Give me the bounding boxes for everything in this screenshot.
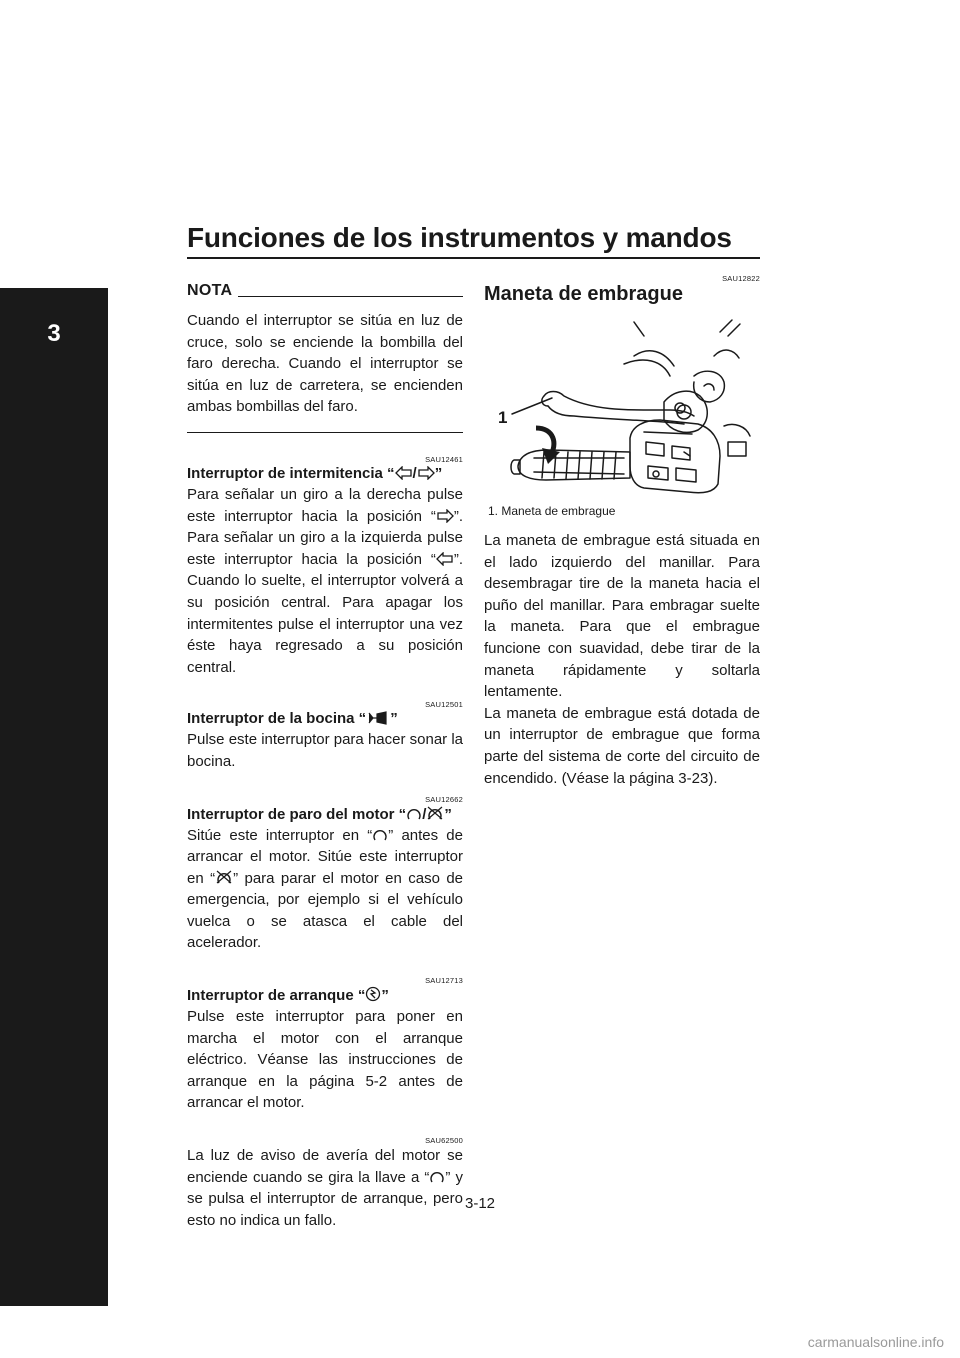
section-turn-signal (187, 455, 463, 678)
turn-right-arrow-icon (436, 509, 454, 523)
nota-label: NOTA (187, 282, 233, 299)
section-engine-stop (187, 795, 463, 955)
section-text: Pulse este interruptor para poner en marcha el motor con el arranque eléctrico. Véanse las instrucciones de arranque en la página 5-2 antes de arrancar el motor. (187, 1008, 463, 1112)
watermark[interactable]: carmanualsonline.info (807, 1334, 944, 1350)
turn-left-arrow-icon (395, 466, 413, 480)
section-warning (187, 1136, 463, 1231)
right-column (484, 274, 760, 789)
section-code: SAU12662 (425, 794, 463, 804)
section-text (187, 825, 463, 955)
text-run: Sitúe este interruptor en “ (187, 826, 373, 844)
heading-text: Interruptor de la bocina “ (187, 710, 367, 728)
engine-run-icon (429, 1168, 445, 1184)
text-run: ”. Cuando lo suelte, el interruptor volverá a su posición central. Para apagar los intermitentes pulse el interruptor una vez éste haya regresado a su posición central. (187, 550, 463, 676)
clutch-paragraph-2: La maneta de embrague está dotada de un interruptor de embrague que forma parte del sistema de corte del circuito de encendido. (Véase la página 3-23). (484, 704, 760, 787)
section-text (187, 484, 463, 678)
text-run: Para señalar un giro a la derecha pulse este interruptor hacia la posición “ (187, 485, 463, 525)
nota-text: Cuando el interruptor se sitúa en luz de cruce, solo se enciende la bombilla del faro derecha. Cuando el interruptor se sitúa en luz de carretera, se encienden ambas bombillas del faro. (187, 312, 463, 416)
starter-icon (365, 986, 381, 1002)
text-run: ”. Para señalar un giro a la izquierda pulse este interruptor hacia la posición “ (187, 507, 463, 568)
section-heading: Interruptor de paro del motor “ / ” (187, 805, 452, 823)
section-code: SAU12713 (425, 976, 463, 986)
section-text (187, 1145, 463, 1231)
engine-run-icon (406, 805, 422, 821)
heading-text: Interruptor de intermitencia “ (187, 464, 395, 482)
heading-text: ” (444, 805, 452, 823)
page-number: 3-12 (464, 1195, 496, 1212)
heading-text: ” (390, 710, 398, 728)
heading-text: Interruptor de paro del motor “ (187, 805, 407, 823)
section-starter (187, 976, 463, 1114)
turn-right-arrow-icon (417, 466, 435, 480)
chapter-tab (0, 288, 108, 1306)
heading-text: Interruptor de arranque “ (187, 987, 366, 1005)
chapter-number: 3 (47, 320, 61, 347)
left-column (187, 282, 463, 1231)
section-heading (187, 710, 463, 727)
section-heading: Interruptor de intermitencia “ / ” (187, 464, 443, 482)
heading-text: ” (381, 987, 389, 1005)
section-code: SAU12501 (425, 700, 463, 710)
section-heading (187, 986, 463, 1004)
section-code: SAU12822 (722, 274, 760, 283)
nota-header (187, 282, 463, 300)
section-title: Maneta de embrague (484, 283, 683, 305)
page-title: Funciones de los instrumentos y mandos (187, 222, 732, 253)
title-underline (187, 257, 760, 259)
handlebar-drawing (484, 316, 760, 494)
engine-run-icon (372, 826, 388, 842)
turn-left-arrow-icon (436, 552, 454, 566)
callout-number: 1 (498, 408, 508, 427)
text-run: ” y se pulsa el interruptor de arranque, pero esto no indica un fallo. (187, 1168, 463, 1229)
clutch-paragraph-1: La maneta de embrague está situada en el lado izquierdo del manillar. Para desembragar tire de la maneta hacia el puño del manillar. Para embragar suelte la maneta. Para que el embrague funcione con suavidad, debe tirar de la maneta rápidamente y soltarla lentamente. (484, 532, 760, 701)
horn-icon (366, 711, 390, 725)
nota-end-rule (187, 432, 463, 433)
text-run: La luz de aviso de avería del motor se enciende cuando se gira la llave a “ (187, 1147, 463, 1186)
text-run: ” para parar el motor en caso de emergencia, por ejemplo si el vehículo vuelca o se atasca el cable del acelerador. (187, 869, 463, 952)
heading-text: ” (434, 464, 443, 482)
section-code: SAU12461 (425, 454, 463, 464)
figure-caption: 1. Maneta de embrague (488, 504, 616, 518)
engine-stop-icon (426, 805, 444, 821)
section-horn (187, 700, 463, 772)
section-text: Pulse este interruptor para hacer sonar la bocina. (187, 731, 463, 770)
engine-stop-icon (215, 869, 233, 885)
section-code: SAU62500 (425, 1136, 463, 1146)
clutch-lever-illustration (484, 316, 760, 494)
text-run: ” antes de arrancar el motor. Sitúe este interruptor en “ (187, 826, 463, 887)
nota-rule (238, 296, 463, 297)
